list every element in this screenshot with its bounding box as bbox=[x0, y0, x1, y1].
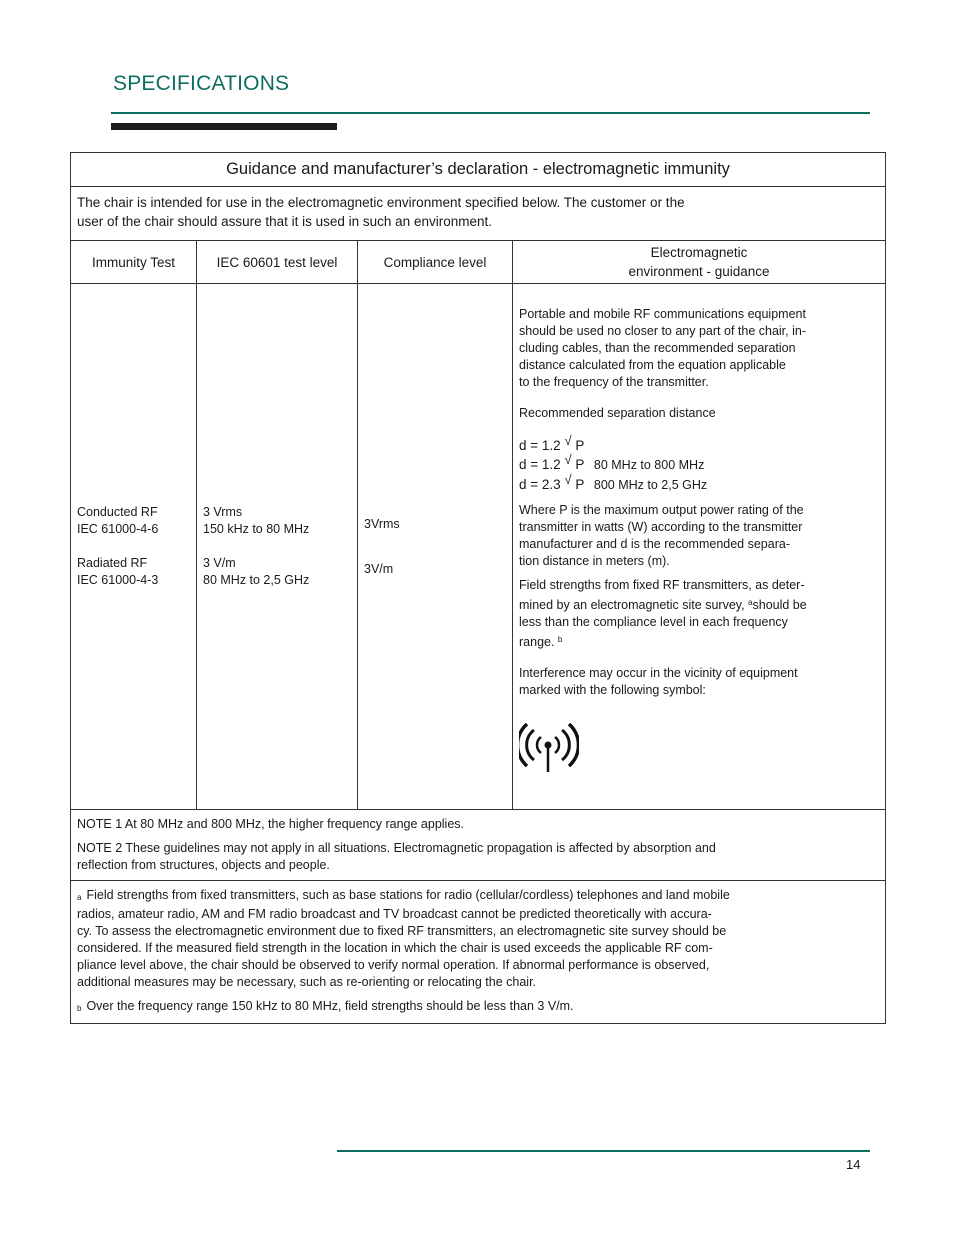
guidance-paragraph: Where P is the maximum output power rating of the transmitter in watts (W) according to the transmitter manufacturer and d is the recommended separa- tion distance in meters (m). bbox=[519, 503, 804, 568]
footnote-a: a Field strengths from fixed transmitters, such as base stations for radio (cellular/cordless) telephones and land mobile radios, amateur radio, AM and FM radio broadcast and TV broadcast cannot be predicted theoretically with accura- cy. To assess the electromagnetic environment due to fixed RF transmitters, an electromagnetic site survey should be considered. If the measured field strength in the location in which the chair is used exceeds the applicable RF com- pliance level above, the chair should be observed to verify normal operation. If abnormal performance is observed, additional measures may be necessary, such as re-orienting or relocating the chair. bbox=[77, 888, 730, 989]
cell-line: 3V/m bbox=[364, 561, 394, 576]
intro-line: The chair is intended for use in the electromagnetic environment specified below. The customer or the bbox=[77, 195, 685, 210]
emc-immunity-table bbox=[70, 152, 886, 1024]
cell-line: 3 Vrms bbox=[203, 505, 243, 519]
cell-line: Conducted RF bbox=[77, 505, 158, 519]
cell-line: 150 kHz to 80 MHz bbox=[203, 522, 310, 536]
column-header-environment bbox=[513, 241, 886, 284]
recommended-distance-label: Recommended separation distance bbox=[519, 406, 716, 420]
notes-cell bbox=[71, 810, 886, 881]
cell-line: 3Vrms bbox=[364, 516, 400, 531]
footnote-b: b Over the frequency range 150 kHz to 80 MHz, field strengths should be less than 3 V/m. bbox=[77, 999, 574, 1013]
note-2: NOTE 2 These guidelines may not apply in all situations. Electromagnetic propagation is affected by absorption and reflection from structures, objects and people. bbox=[77, 841, 716, 872]
note-1: NOTE 1 At 80 MHz and 800 MHz, the higher frequency range applies. bbox=[77, 817, 465, 831]
cell-line: Radiated RF bbox=[77, 556, 148, 570]
table-title: Guidance and manufacturer’s declaration - electromagnetic immunity bbox=[71, 153, 886, 187]
footnotes-cell bbox=[71, 881, 886, 1024]
page-number: 14 bbox=[846, 1157, 861, 1172]
compliance-level-cell bbox=[358, 284, 513, 810]
formula-line: d = 1.2 √ P 80 MHz to 800 MHz bbox=[519, 452, 705, 472]
cell-line: 80 MHz to 2,5 GHz bbox=[203, 573, 310, 587]
cell-line: IEC 61000-4-6 bbox=[77, 522, 159, 536]
column-header-immunity-test: Immunity Test bbox=[71, 241, 197, 284]
footer-rule bbox=[337, 1150, 870, 1152]
guidance-paragraph: Field strengths from fixed RF transmitters, as deter- mined by an electromagnetic site survey, $^a$should be less than the compliance level in each frequency range. $^b$ bbox=[519, 578, 807, 649]
cell-line: 3 V/m bbox=[203, 556, 236, 570]
cell-line: IEC 61000-4-3 bbox=[77, 573, 159, 587]
table-intro bbox=[71, 187, 886, 241]
guidance-paragraph: Interference may occur in the vicinity of equipment marked with the following symbol: bbox=[519, 666, 798, 697]
header-bar bbox=[111, 123, 337, 130]
header-line: environment - guidance bbox=[628, 264, 770, 279]
iec-level-cell bbox=[197, 284, 358, 810]
section-title: SPECIFICATIONS bbox=[113, 72, 290, 95]
formula-line: d = 2.3 √ P 800 MHz to 2,5 GHz bbox=[519, 472, 708, 492]
immunity-test-cell bbox=[71, 284, 197, 810]
guidance-cell bbox=[513, 284, 886, 810]
guidance-paragraph: Portable and mobile RF communications equipment should be used no closer to any part of the chair, in- cluding cables, than the recommended separation distance calculated from the equation applicable to the frequency of the transmitter. bbox=[519, 307, 806, 389]
header-rule bbox=[111, 112, 870, 114]
formula-line: d = 1.2 √ P bbox=[519, 433, 585, 453]
intro-line: user of the chair should assure that it is used in such an environment. bbox=[77, 214, 492, 229]
column-header-compliance: Compliance level bbox=[358, 241, 513, 284]
non-ionizing-radiation-icon bbox=[519, 723, 579, 775]
column-header-iec-level: IEC 60601 test level bbox=[197, 241, 358, 284]
header-line: Electromagnetic bbox=[650, 245, 748, 260]
